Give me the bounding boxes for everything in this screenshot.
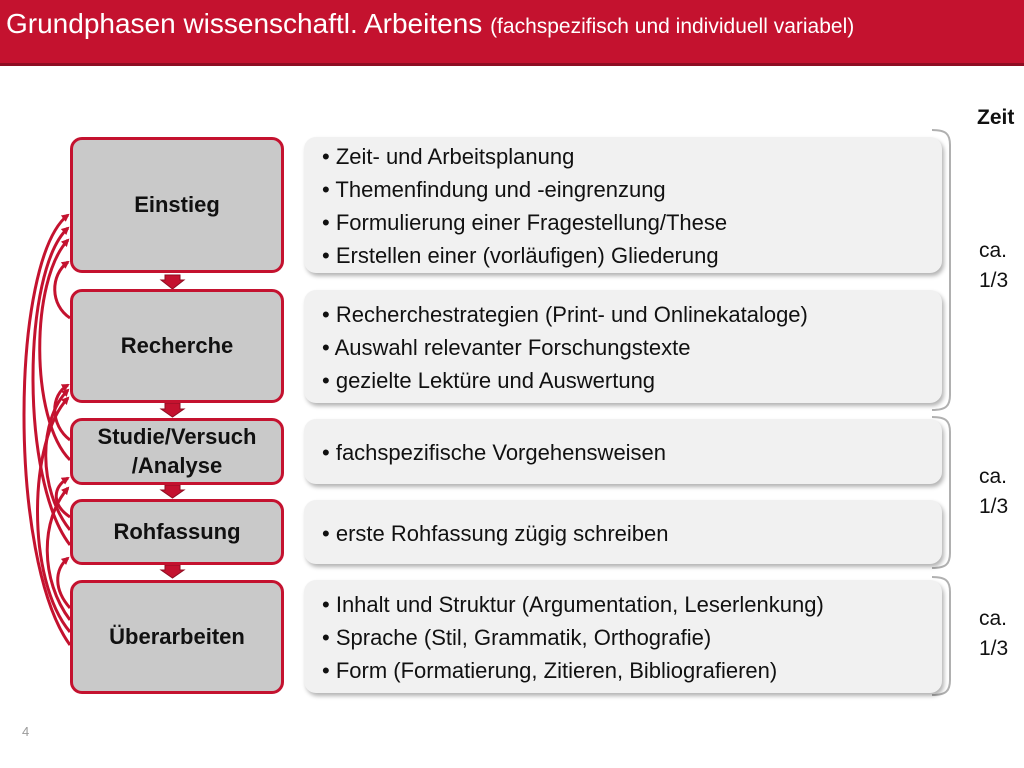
feedback-arrow-studie-to-einstieg bbox=[40, 240, 70, 460]
feedback-arrow-ueberarbeiten-to-rohfassung bbox=[58, 558, 70, 608]
feedback-arrow-ueberarbeiten-to-recherche bbox=[38, 398, 71, 632]
down-arrow-4 bbox=[161, 565, 184, 578]
slide-title bbox=[6, 8, 854, 40]
list-item: • Zeit- und Arbeitsplanung bbox=[322, 140, 932, 173]
list-item: • Form (Formatierung, Zitieren, Bibliografieren) bbox=[322, 654, 932, 687]
slide-title-subtitle: (fachspezifisch und individuell variabel) bbox=[490, 15, 855, 38]
down-arrow-2 bbox=[161, 403, 184, 417]
down-arrow-3 bbox=[161, 485, 184, 498]
phase-label: Recherche bbox=[120, 332, 234, 358]
phase-label: Überarbeiten bbox=[109, 623, 245, 649]
list-item: • Sprache (Stil, Grammatik, Orthografie) bbox=[322, 621, 932, 654]
detail-box-studie bbox=[304, 419, 942, 484]
detail-box-ueberarbeiten bbox=[304, 580, 942, 693]
down-arrow-1 bbox=[161, 275, 184, 289]
phase-rohfassung bbox=[70, 499, 284, 565]
feedback-arrow-ueberarbeiten-to-einstieg bbox=[24, 215, 70, 645]
phase-einstieg bbox=[70, 137, 284, 273]
detail-box-rohfassung bbox=[304, 500, 942, 564]
time-heading: Zeit bbox=[977, 106, 1015, 129]
list-item: • erste Rohfassung zügig schreiben bbox=[322, 517, 932, 550]
phase-label: Einstieg bbox=[134, 191, 220, 217]
list-item: • gezielte Lektüre und Auswertung bbox=[322, 364, 932, 397]
detail-box-recherche bbox=[304, 290, 942, 403]
phase-label: Rohfassung bbox=[113, 518, 241, 544]
list-item: • Recherchestrategien (Print- und Onlinekataloge) bbox=[322, 298, 932, 331]
feedback-arrow-rohfassung-to-einstieg bbox=[33, 228, 70, 545]
detail-box-einstieg bbox=[304, 137, 942, 273]
list-item: • fachspezifische Vorgehensweisen bbox=[322, 436, 932, 469]
time-estimate-1: ca. 1/3 bbox=[979, 239, 1009, 292]
feedback-arrow-recherche-to-einstieg bbox=[55, 262, 70, 318]
list-item: • Themenfindung und -eingrenzung bbox=[322, 173, 932, 206]
list-item: • Auswahl relevanter Forschungstexte bbox=[322, 331, 932, 364]
slide-title-main: Grundphasen wissenschaftl. Arbeitens bbox=[6, 8, 483, 39]
feedback-arrow-rohfassung-to-studie bbox=[56, 478, 70, 517]
time-estimate-2: ca. 1/3 bbox=[979, 465, 1009, 518]
list-item: • Inhalt und Struktur (Argumentation, Leserlenkung) bbox=[322, 588, 932, 621]
feedback-arrow-ueberarbeiten-to-studie bbox=[47, 488, 70, 620]
phase-label: Studie/Versuch /Analyse bbox=[97, 423, 257, 478]
page-number: 4 bbox=[22, 724, 30, 739]
phase-studie-versuch-analyse bbox=[70, 418, 284, 485]
phase-recherche bbox=[70, 289, 284, 403]
title-bar bbox=[0, 0, 1024, 66]
time-estimate-3: ca. 1/3 bbox=[979, 607, 1009, 660]
list-item: • Erstellen einer (vorläufigen) Gliederung bbox=[322, 239, 932, 272]
feedback-arrow-studie-to-recherche bbox=[55, 385, 70, 440]
phase-ueberarbeiten bbox=[70, 580, 284, 694]
feedback-arrow-rohfassung-to-recherche bbox=[46, 390, 70, 530]
list-item: • Formulierung einer Fragestellung/These bbox=[322, 206, 932, 239]
